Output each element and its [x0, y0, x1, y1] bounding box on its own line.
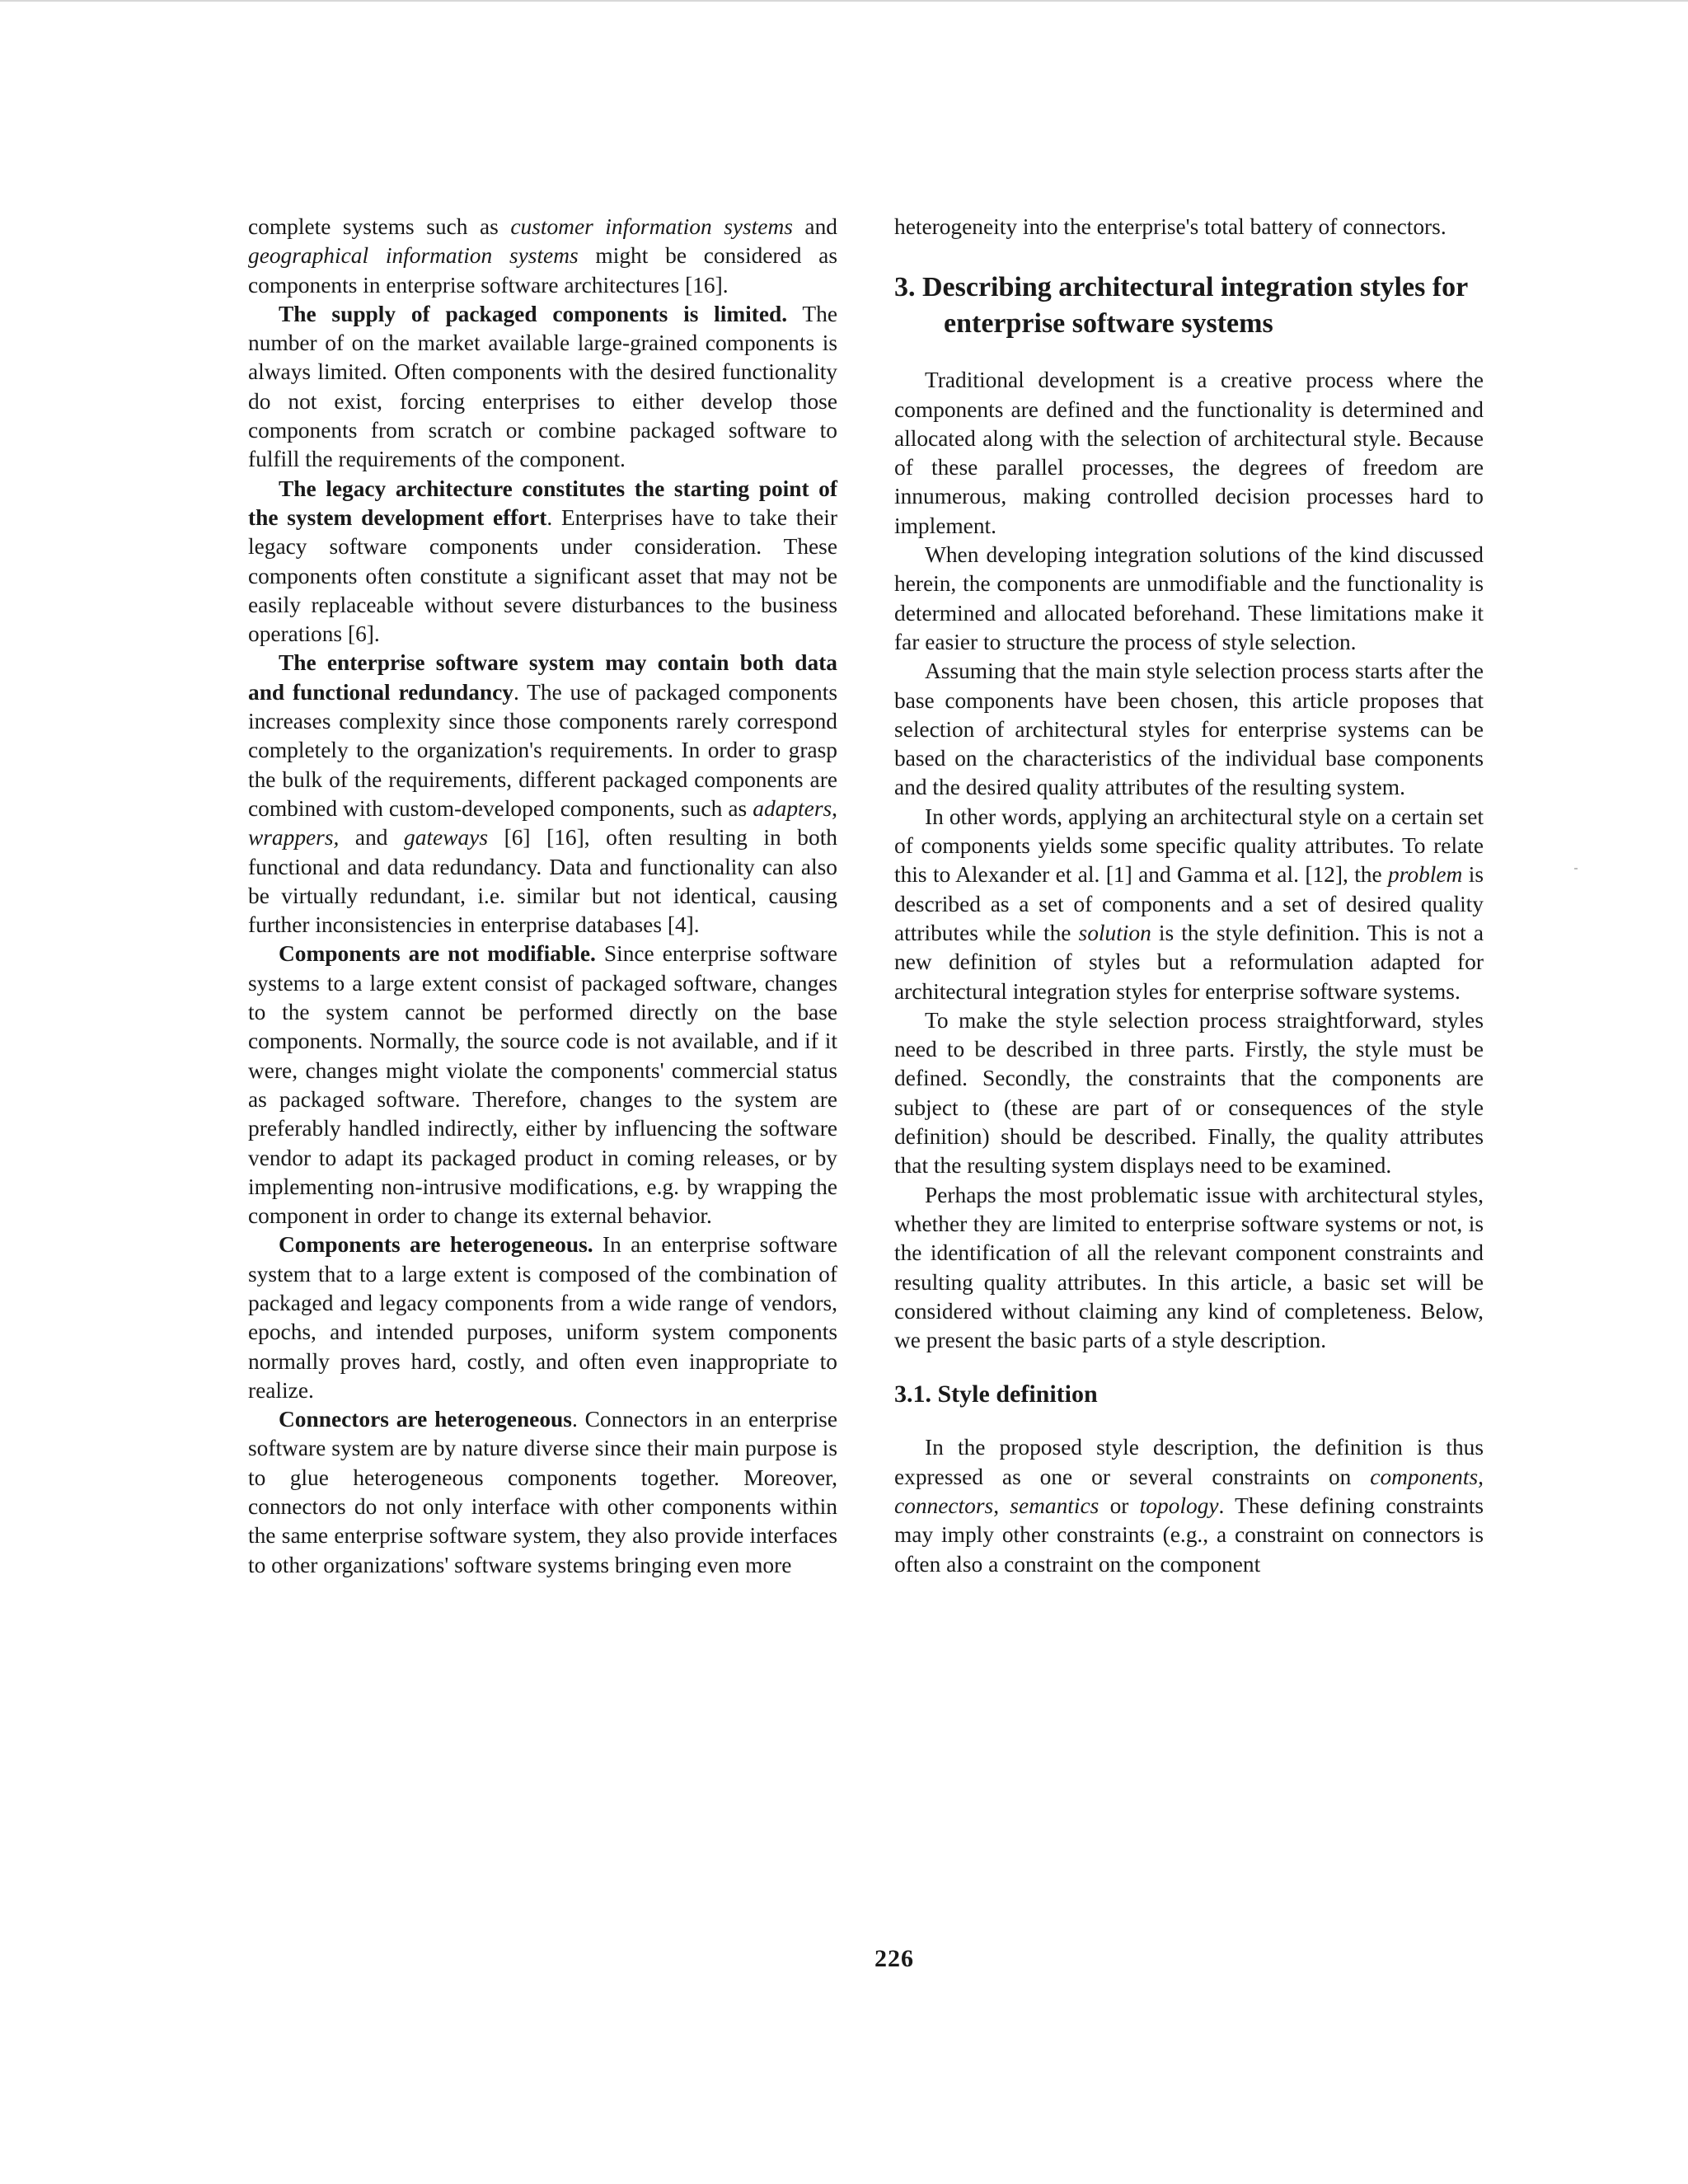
text-run: In an enterprise software system that to a large extent is composed of the combination of packaged and legacy components from a wide range of vendors, epochs, and intended purposes, uniform system components normally proves hard, costly, and often even inappropriate to realize.	[248, 1232, 837, 1403]
text-run: . Enterprises have to take their legacy software components under consideration. These components often constitute a significant asset that may not be easily replaceable without severe disturbances to the business operations [6].	[248, 504, 837, 647]
text-run: is the style definition. This is not a new definition of styles but a reformulation adapted for architectural integration styles for enterprise software systems.	[894, 920, 1484, 1004]
text-run: Since enterprise software systems to a large extent consist of packaged software, changes to the system cannot be performed directly on the base components. Normally, the source code is not available, and if it were, changes might violate the components' commercial status as packaged software. Therefore, changes to the system are preferably handled indirectly, either by influencing the software vendor to adapt its packaged product in coming releases, or by implementing non-intrusive modifications, e.g. by wrapping the component in order to change its external behavior.	[248, 941, 837, 1229]
text-run: complete systems such as	[248, 214, 511, 239]
scan-speck	[1574, 868, 1578, 869]
paragraph-three-parts: To make the style selection process straightforward, styles need to be described in three parts. Firstly, the style must be defined. Secondly, the constraints that the components are subject to (these are part of or consequences of the style definition) should be described. Finally, the quality attributes that the resulting system displays need to be examined.	[894, 1007, 1484, 1179]
emphasis: semantics	[1010, 1493, 1100, 1518]
paragraph-components-heterogeneous	[248, 1230, 837, 1405]
text-run: The number of on the market available large-grained components is always limited. Often components with the desired functionality do not exist, forcing enterprises to either develop those components from scratch or combine packaged software to fulfill the requirements of the component.	[248, 301, 837, 472]
emphasis: adapters	[753, 795, 832, 821]
emphasis: wrappers,	[248, 825, 340, 851]
paragraph-connectors-heterogeneous	[248, 1405, 837, 1580]
right-column	[894, 213, 1484, 1579]
paragraph-style-selection: Assuming that the main style selection process starts after the base components have been chosen, this article proposes that selection of architectural styles for enterprise systems can be based on the characteristics of the individual base components and the desired quality attributes of the resulting system.	[894, 658, 1484, 800]
text-run: . Connectors in an enterprise software system are by nature diverse since their main purpose is to glue heterogeneous components together. Moreover, connectors do not only interface with other components within the same enterprise software system, they also provide interfaces to other organizations' software systems bringing even more	[248, 1407, 838, 1577]
text-run: . These defining constraints may imply other constraints (e.g., a constraint on connectors is often also a constraint on the component	[894, 1493, 1484, 1577]
left-column	[248, 213, 837, 1580]
emphasis: problem	[1388, 862, 1463, 888]
paragraph-traditional-development: Traditional development is a creative process where the components are defined and the functionality is determined and allocated along with the selection of architectural style. Because of these parallel processes, the degrees of freedom are innumerous, making controlled decision processes hard to implement.	[894, 368, 1484, 538]
paragraph-problematic-issue: Perhaps the most problematic issue with architectural styles, whether they are limited to enterprise software systems or not, is the identification of all the relevant component constraints and resulting quality attributes. In this article, a basic set will be considered without claiming any kind of completeness. Below, we present the basic parts of a style description.	[894, 1182, 1484, 1353]
run-in-heading: The supply of packaged components is limited.	[279, 301, 788, 326]
page-number: 226	[874, 1945, 914, 1972]
run-in-heading: Components are heterogeneous.	[279, 1232, 593, 1258]
page-top-edge	[0, 0, 1688, 2]
paragraph-supply-limited	[248, 300, 837, 475]
text-run: ,	[993, 1493, 1010, 1518]
text-run: might be considered as components in enterprise software architectures [16].	[248, 243, 837, 298]
text-run: In the proposed style description, the definition is thus expressed as one or several constraints on	[894, 1435, 1484, 1489]
paragraph-integration-solutions: When developing integration solutions of the kind discussed herein, the components are unmodifiable and the functionality is determined and allocated beforehand. These limitations make it far easier to structure the process of style selection.	[894, 542, 1484, 654]
section-heading: 3. Describing architectural integration styles for enterprise software systems	[894, 272, 1468, 340]
text-run: ,	[832, 795, 837, 821]
emphasis: solution	[1078, 920, 1151, 945]
text-run: and	[792, 214, 837, 239]
text-run: . The use of packaged components increases complexity since those components rarely correspond completely to the organization's requirements. In order to grasp the bulk of the requirements, different packaged components are combined with custom-developed components, such as	[248, 679, 838, 821]
emphasis: topology	[1139, 1493, 1219, 1518]
emphasis: customer information systems	[510, 214, 793, 239]
paragraph-problem-solution	[894, 803, 1484, 1006]
paragraph-not-modifiable	[248, 940, 837, 1230]
paragraph-style-definition	[894, 1433, 1484, 1578]
text-run: [6] [16], often resulting in both functional and data redundancy. Data and functionality can also be virtually redundant, i.e. similar but not identical, causing further inconsistencies in enterprise databases [4].	[248, 825, 837, 938]
paragraph-continuation	[248, 213, 837, 300]
paragraph-continuation: heterogeneity into the enterprise's total battery of connectors.	[894, 214, 1447, 239]
run-in-heading: Components are not modifiable.	[279, 941, 596, 967]
subsection-heading: 3.1. Style definition	[894, 1380, 1098, 1408]
emphasis: geographical information systems	[248, 243, 579, 269]
paragraph-legacy-architecture	[248, 475, 837, 649]
text-run: is described as a set of components and a set of desired quality attributes while the	[894, 862, 1484, 945]
paragraph-redundancy	[248, 649, 837, 940]
emphasis: components,	[1370, 1464, 1484, 1489]
emphasis: gateways	[404, 825, 488, 851]
text-run: and	[339, 825, 405, 851]
text-run: In other words, applying an architectural style on a certain set of components yields some specific quality attributes. To relate this to Alexander et al. [1] and Gamma et al. [12], the	[894, 804, 1484, 888]
run-in-heading: Connectors are heterogeneous	[279, 1407, 572, 1432]
text-run: or	[1099, 1493, 1140, 1518]
run-in-heading: The legacy architecture constitutes the starting point of the system development effort	[248, 476, 837, 530]
run-in-heading: The enterprise software system may contain both data and functional redundancy	[248, 650, 837, 705]
emphasis: connectors	[894, 1493, 994, 1518]
